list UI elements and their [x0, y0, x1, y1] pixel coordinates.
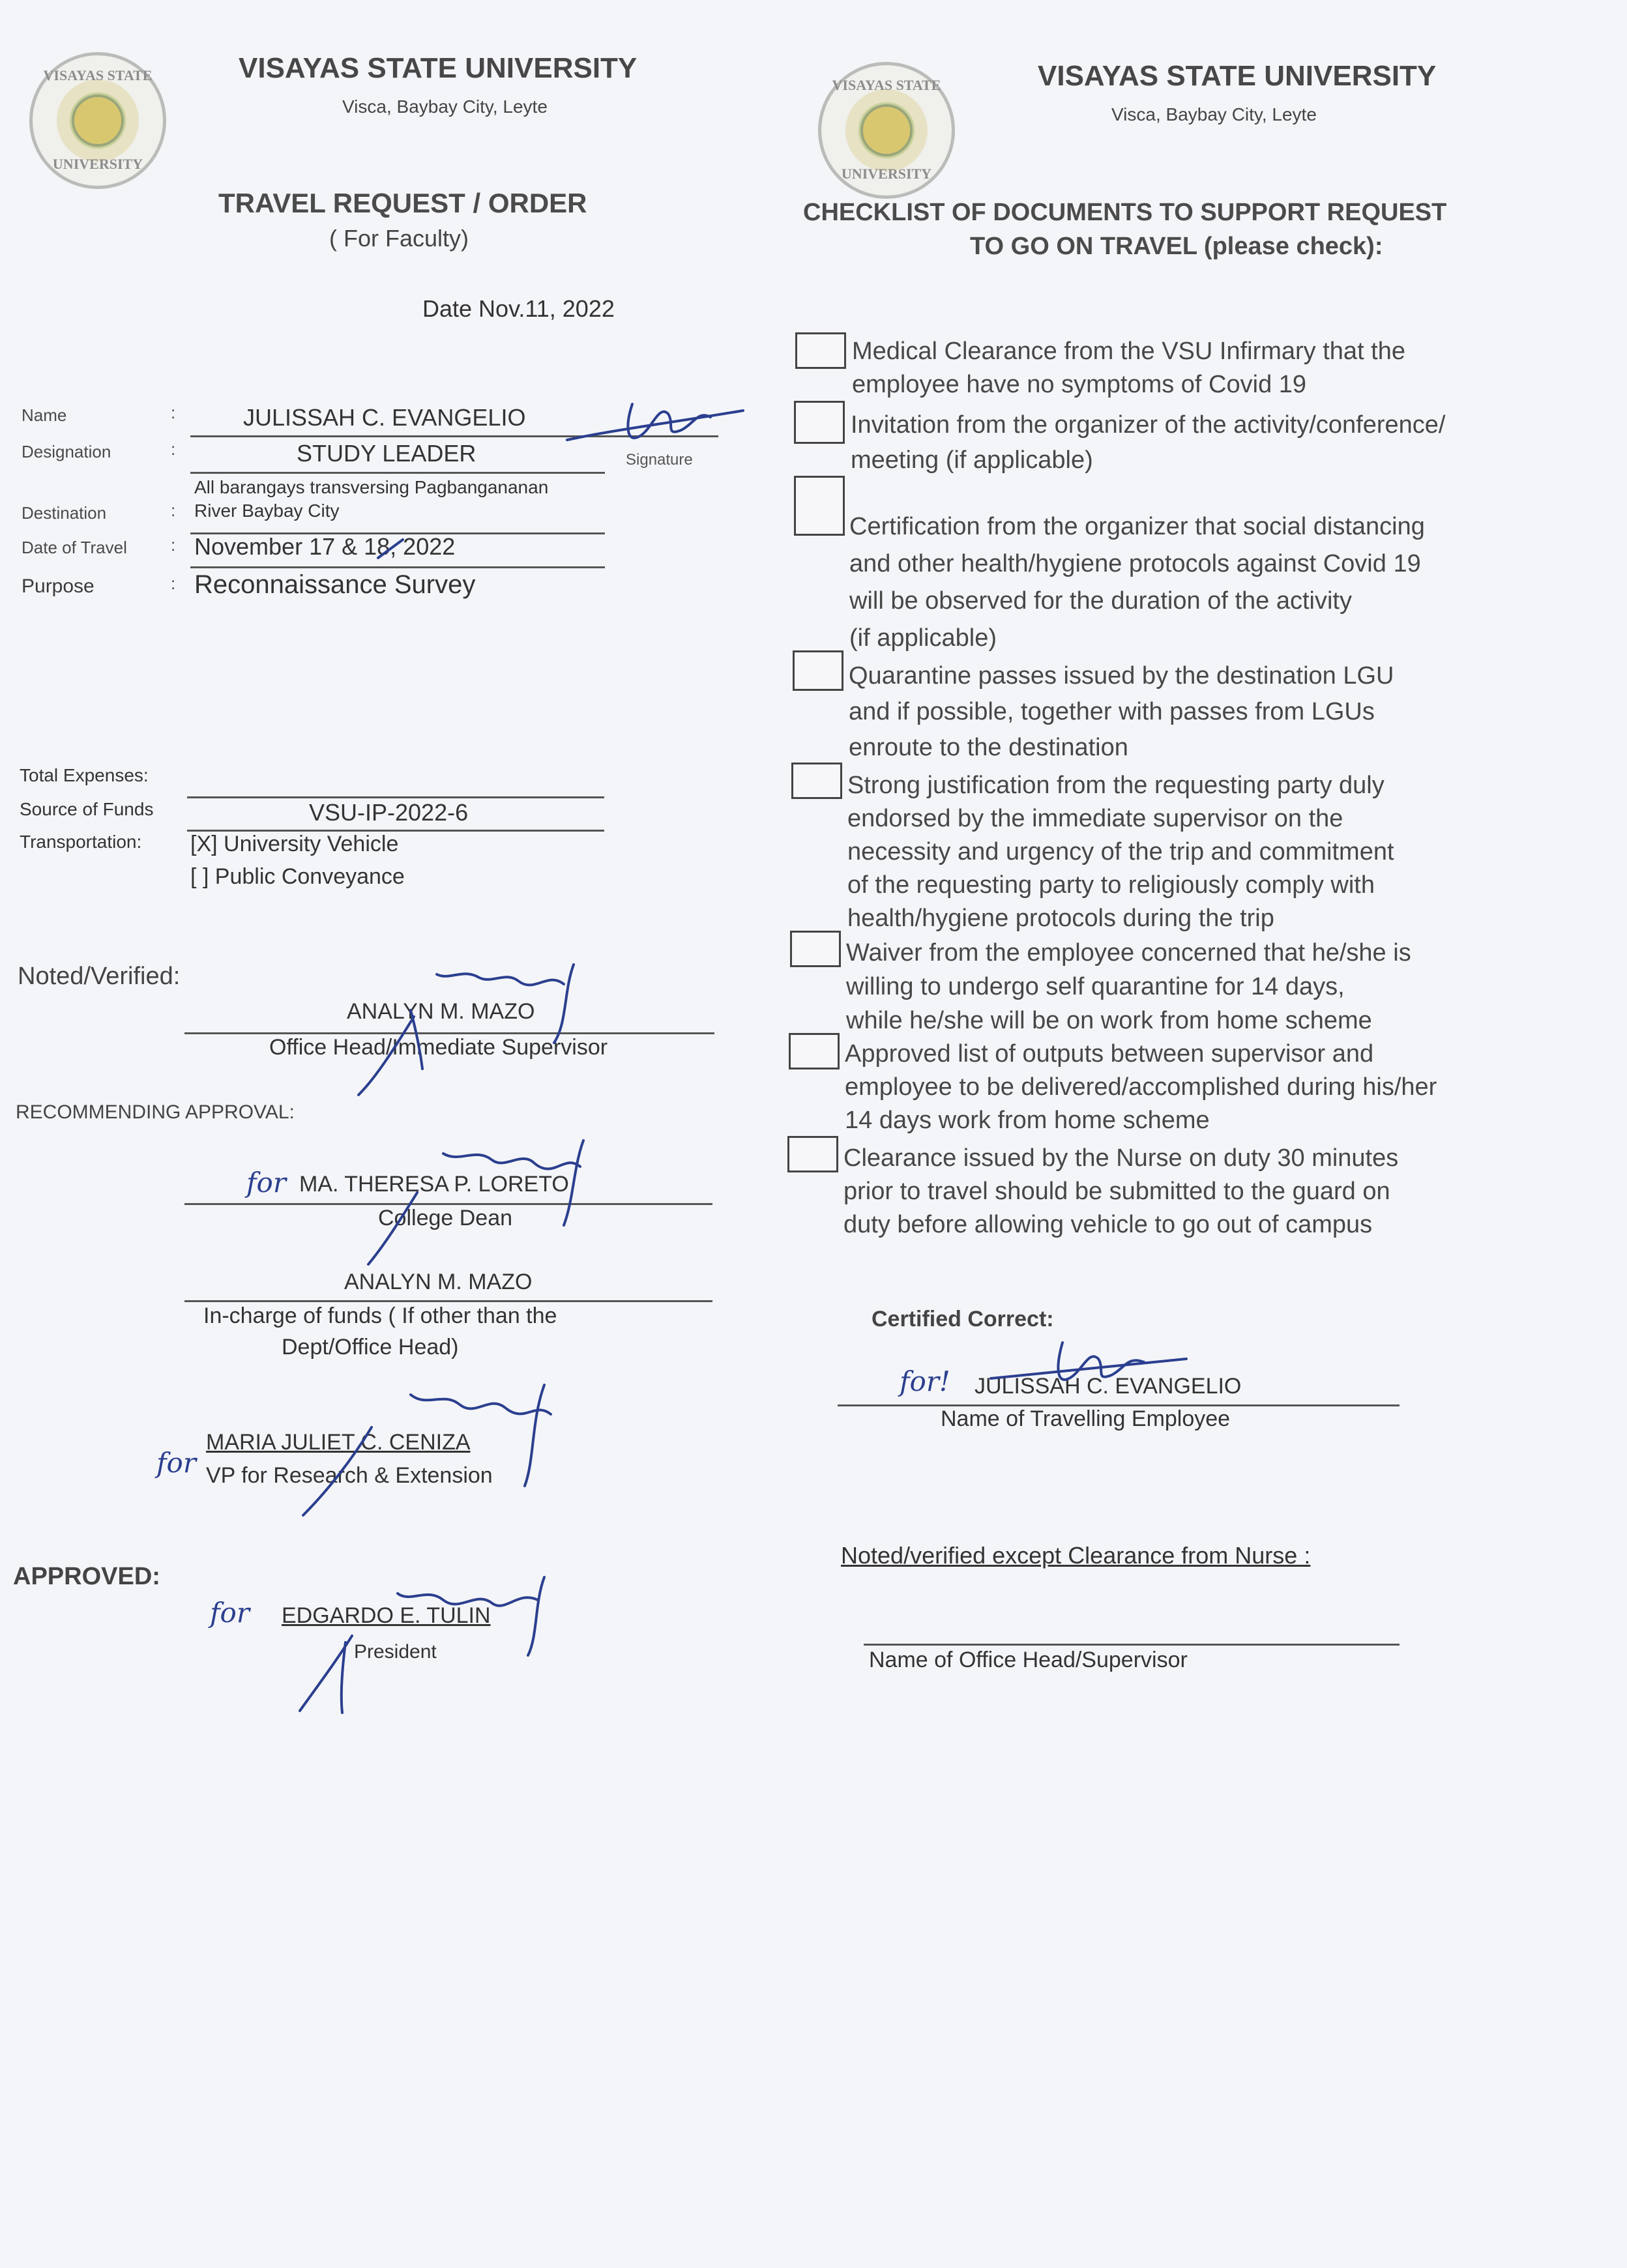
colon: : [171, 439, 176, 459]
designation-line [190, 472, 605, 474]
noted-name: ANALYN M. MAZO [347, 999, 535, 1024]
university-seal-left [29, 52, 166, 189]
president-title: President [354, 1641, 437, 1663]
purpose-value: Reconnaissance Survey [194, 570, 476, 599]
signature-mazo-dean [339, 1127, 613, 1271]
university-address-left: Visca, Baybay City, Leyte [342, 96, 548, 117]
dean-name: MA. THERESA P. LORETO [299, 1172, 569, 1197]
transportation-label: Transportation: [20, 832, 142, 852]
handwritten-for: for [156, 1447, 196, 1479]
transport-option-university: [X] University Vehicle [190, 832, 399, 856]
university-seal-right [818, 62, 955, 199]
checklist-checkbox[interactable] [787, 1136, 838, 1172]
colon: : [171, 535, 176, 555]
form-date: Date Nov.11, 2022 [422, 295, 615, 322]
office-head-label: Name of Office Head/Supervisor [869, 1648, 1188, 1672]
checklist-checkbox[interactable] [790, 931, 841, 967]
transport-option-public: [ ] Public Conveyance [190, 864, 405, 889]
signature-mazo-vp [274, 1375, 574, 1525]
colon: : [171, 403, 176, 422]
colon: : [171, 501, 176, 520]
signature-mazo-noted [339, 945, 626, 1101]
noted-title: Office Head/Immediate Supervisor [269, 1035, 608, 1060]
checklist-item-text: Invitation from the organizer of the activity/conference/ meeting (if applicable) [851, 411, 1446, 474]
checklist-item-text: Clearance issued by the Nurse on duty 30 minutes prior to travel should be submitted to the guard on duty before allowing vehicle to go out of campus [843, 1144, 1399, 1238]
funds-title-1: In-charge of funds ( If other than the [203, 1303, 557, 1328]
source-of-funds-label: Source of Funds [20, 799, 154, 819]
noted-except-label: Noted/verified except Clearance from Nurse : [841, 1542, 1311, 1569]
certified-title: Name of Travelling Employee [941, 1406, 1231, 1431]
destination-value-2: River Baybay City [194, 501, 340, 521]
checklist-checkbox[interactable] [795, 332, 846, 369]
signature-evangelio-certified [978, 1330, 1199, 1401]
name-value: JULISSAH C. EVANGELIO [243, 404, 526, 431]
seal-text-bottom: UNIVERSITY [841, 166, 932, 182]
checklist-checkbox[interactable] [791, 763, 842, 799]
checklist-title-2: TO GO ON TRAVEL (please check): [970, 233, 1383, 260]
funds-title-2: Dept/Office Head) [282, 1335, 459, 1359]
funds-name: ANALYN M. MAZO [344, 1270, 533, 1294]
noted-verified-label: Noted/Verified: [18, 963, 181, 990]
checklist-checkbox[interactable] [789, 1033, 840, 1069]
checklist-item-text: Medical Clearance from the VSU Infirmary that the employee have no symptoms of Covid 19 [852, 338, 1406, 398]
signature-evangelio [561, 385, 756, 463]
signature-label: Signature [626, 451, 693, 469]
seal-text-top: VISAYAS STATE [832, 77, 941, 93]
form-subtitle: ( For Faculty) [329, 225, 469, 252]
president-name: EDGARDO E. TULIN [282, 1603, 491, 1628]
checklist-checkbox[interactable] [793, 650, 843, 691]
vp-name: MARIA JULIET C. CENIZA [206, 1430, 471, 1455]
colon: : [171, 574, 176, 593]
source-of-funds-value: VSU-IP-2022-6 [309, 799, 469, 826]
checklist-item-text: Strong justification from the requesting party duly endorsed by the immediate supervisor on the necessity and urgency of the trip and commitment of the requesting party to religiously comply with health/hygiene protocols during the trip [847, 772, 1394, 932]
seal-text-top: VISAYAS STATE [43, 67, 153, 83]
checklist-item-text: Waiver from the employee concerned that he/she is willing to undergo self quarantine for 14 days, while he/she will be on work from home scheme [846, 939, 1411, 1034]
purpose-label: Purpose [22, 575, 95, 597]
designation-label: Designation [22, 442, 111, 461]
office-head-line [864, 1644, 1400, 1646]
university-address-right: Visca, Baybay City, Leyte [1111, 104, 1317, 124]
form-title: TRAVEL REQUEST / ORDER [218, 188, 587, 218]
checklist-title-1: CHECKLIST OF DOCUMENTS TO SUPPORT REQUEST [803, 199, 1447, 226]
handwritten-for: for! [900, 1365, 950, 1397]
seal-emblem [860, 104, 913, 156]
funds-line [184, 1300, 712, 1302]
designation-value: STUDY LEADER [297, 440, 476, 467]
dean-title: College Dean [378, 1206, 513, 1230]
checklist-item-text: Certification from the organizer that social distancing and other health/hygiene protocols against Covid 19 will be observed for the duration of the activity (if applicable) [849, 513, 1425, 652]
destination-value-1: All barangays transversing Pagbangananan [194, 477, 549, 497]
handwritten-for: for [246, 1167, 286, 1199]
date-line [190, 566, 605, 568]
name-label: Name [22, 405, 67, 425]
checklist-item-text: Approved list of outputs between supervisor and employee to be delivered/accomplished during his/her 14 days work from home scheme [845, 1040, 1437, 1134]
recommending-approval-label: RECOMMENDING APPROVAL: [16, 1101, 295, 1123]
checklist-checkbox[interactable] [794, 401, 845, 444]
vp-title: VP for Research & Extension [206, 1463, 493, 1488]
checklist-item-text: Quarantine passes issued by the destination LGU and if possible, together with passes from LGUs enroute to the destination [849, 662, 1394, 761]
date-of-travel-value: November 17 & 18, 2022 [194, 533, 456, 560]
signature-tulin [280, 1564, 567, 1721]
certified-correct-label: Certified Correct: [872, 1307, 1054, 1331]
university-name-left: VISAYAS STATE UNIVERSITY [239, 52, 638, 84]
destination-label: Destination [22, 503, 107, 523]
date-of-travel-label: Date of Travel [22, 538, 127, 557]
certified-name: JULISSAH C. EVANGELIO [975, 1374, 1242, 1399]
total-expenses-label: Total Expenses: [20, 765, 149, 785]
seal-text-bottom: UNIVERSITY [52, 156, 143, 172]
seal-emblem [72, 94, 124, 147]
approved-label: APPROVED: [13, 1563, 160, 1590]
checklist-checkbox[interactable] [794, 476, 845, 536]
handwritten-for: for [210, 1597, 250, 1629]
strike-mark [372, 533, 411, 566]
university-name-right: VISAYAS STATE UNIVERSITY [1038, 60, 1437, 92]
total-expenses-line [187, 796, 604, 798]
